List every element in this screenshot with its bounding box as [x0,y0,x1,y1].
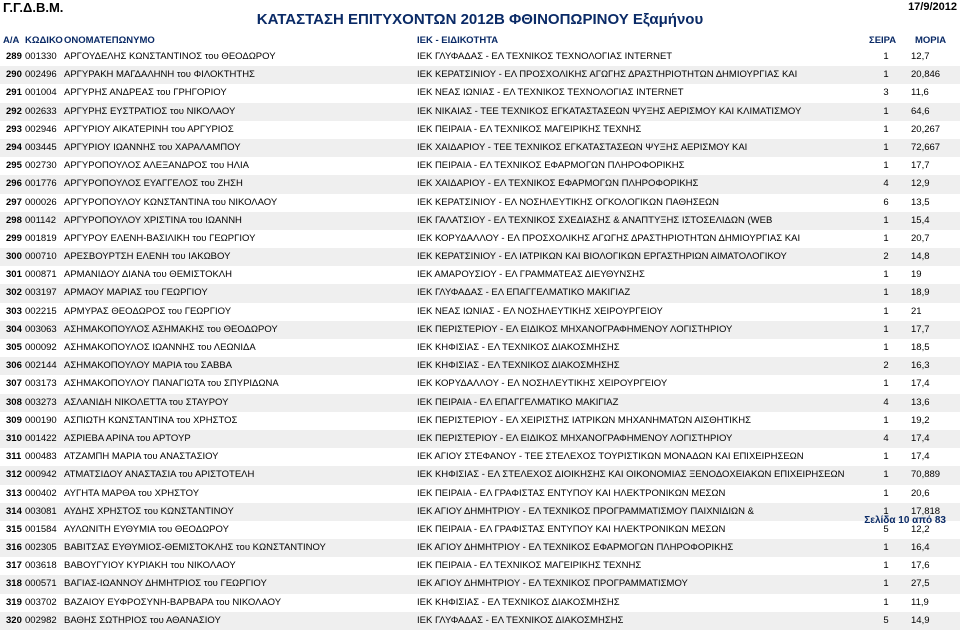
cell-name: ΑΡΓΥΡΟΠΟΥΛΟΣ ΑΛΕΞΑΝΔΡΟΣ του ΗΛΙΑ [64,160,249,172]
table-row [0,357,960,375]
cell-seira: 1 [883,578,889,590]
cell-iek: ΙΕΚ ΚΕΡΑΤΣΙΝΙΟΥ - ΕΛ ΙΑΤΡΙΚΩΝ ΚΑΙ ΒΙΟΛΟΓΙΚΩΝ ΕΡΓΑΣΤΗΡΙΩΝ ΑΙΜΑΤΟΛΟΓΙΚΟΥ [417,251,787,263]
cell-aa: 305 [6,342,22,353]
cell-aa: 297 [6,196,22,208]
cell-code: 000571 [25,578,57,590]
cell-aa: 309 [6,414,22,426]
cell-name: ΑΥΛΩΝΙΤΗ ΕΥΘΥΜΙΑ του ΘΕΟΔΩΡΟΥ [64,523,229,535]
cell-code: 002982 [25,614,57,626]
cell-name: ΑΡΕΣΒΟΥΡΤΣΗ ΕΛΕΝΗ του ΙΑΚΩΒΟΥ [64,251,231,263]
cell-iek: ΙΕΚ ΚΗΦΙΣΙΑΣ - ΕΛ ΤΕΧΝΙΚΟΣ ΔΙΑΚΟΣΜΗΣΗΣ [417,596,620,608]
cell-seira: 1 [883,287,889,299]
cell-moria: 12,2 [911,523,930,535]
cell-name: ΑΤΜΑΤΣΙΔΟΥ ΑΝΑΣΤΑΣΙΑ του ΑΡΙΣΤΟΤΕΛΗ [64,469,255,481]
cell-code: 000483 [25,451,57,463]
cell-iek: ΙΕΚ ΠΕΙΡΑΙΑ - ΕΛ ΓΡΑΦΙΣΤΑΣ ΕΝΤΥΠΟΥ ΚΑΙ ΗΛΕΚΤΡΟΝΙΚΩΝ ΜΕΣΩΝ [417,523,726,535]
table-row [0,430,960,448]
cell-code: 002215 [25,305,57,317]
cell-aa: 293 [6,123,22,135]
cell-seira: 1 [883,69,889,81]
cell-seira: 1 [883,232,889,244]
table-row [0,521,960,539]
cell-moria: 16,4 [911,542,930,554]
cell-code: 000402 [25,487,57,499]
table-row [0,412,960,430]
cell-aa: 317 [6,560,22,572]
cell-seira: 1 [883,469,889,481]
cell-moria: 19,2 [911,414,930,426]
table-row [0,485,960,503]
cell-moria: 17,4 [911,451,930,463]
cell-iek: ΙΕΚ ΚΕΡΑΤΣΙΝΙΟΥ - ΕΛ ΠΡΟΣΧΟΛΙΚΗΣ ΑΓΩΓΗΣ ΔΡΑΣΤΗΡΙΟΤΗΤΩΝ ΔΗΜΙΟΥΡΓΙΑΣ ΚΑΙ [417,69,798,81]
col-seira: ΣΕΙΡΑ [869,35,897,46]
cell-code: 001422 [25,432,57,444]
cell-iek: ΙΕΚ ΚΗΦΙΣΙΑΣ - ΕΛ ΤΕΧΝΙΚΟΣ ΔΙΑΚΟΣΜΗΣΗΣ [417,342,620,353]
table-row [0,321,960,339]
table-row [0,157,960,175]
cell-aa: 312 [6,469,22,481]
cell-code: 003618 [25,560,57,572]
cell-moria: 16,3 [911,360,930,372]
cell-aa: 296 [6,178,22,190]
cell-moria: 13,6 [911,396,930,408]
cell-iek: ΙΕΚ ΑΓΙΟΥ ΔΗΜΗΤΡΙΟΥ - ΕΛ ΤΕΧΝΙΚΟΣ ΠΡΟΓΡΑΜΜΑΤΙΣΜΟΥ ΠΑΙΧΝΙΔΙΩΝ & [417,505,754,517]
cell-name: ΑΤΖΑΜΠΗ ΜΑΡΙΑ του ΑΝΑΣΤΑΣΙΟΥ [64,451,219,463]
cell-name: ΑΥΓΗΤΑ ΜΑΡΘΑ του ΧΡΗΣΤΟΥ [64,487,200,499]
cell-seira: 1 [883,505,889,517]
cell-aa: 311 [6,451,22,463]
table-row [0,594,960,612]
cell-seira: 1 [883,51,889,62]
cell-moria: 20,7 [911,232,930,244]
cell-name: ΑΣΗΜΑΚΟΠΟΥΛΟΣ ΙΩΑΝΝΗΣ του ΛΕΩΝΙΔΑ [64,342,256,353]
cell-iek: ΙΕΚ ΑΓΙΟΥ ΣΤΕΦΑΝΟΥ - ΤΕΕ ΣΤΕΛΕΧΟΣ ΤΟΥΡΙΣΤΙΚΩΝ ΜΟΝΑΔΩΝ ΚΑΙ ΕΠΙΧΕΙΡΗΣΕΩΝ [417,451,804,463]
cell-seira: 1 [883,160,889,172]
cell-name: ΑΡΜΥΡΑΣ ΘΕΟΔΩΡΟΣ του ΓΕΩΡΓΙΟΥ [64,305,232,317]
cell-iek: ΙΕΚ ΧΑΙΔΑΡΙΟΥ - ΤΕΕ ΤΕΧΝΙΚΟΣ ΕΓΚΑΤΑΣΤΑΣΕΩΝ ΨΥΞΗΣ ΑΕΡΙΣΜΟΥ ΚΑΙ [417,141,748,153]
cell-iek: ΙΕΚ ΧΑΙΔΑΡΙΟΥ - ΕΛ ΤΕΧΝΙΚΟΣ ΕΦΑΡΜΟΓΩΝ ΠΛΗΡΟΦΟΡΙΚΗΣ [417,178,699,190]
cell-seira: 1 [883,487,889,499]
cell-aa: 308 [6,396,22,408]
col-name: ΟΝΟΜΑΤΕΠΩΝΥΜΟ [64,35,155,46]
cell-code: 003445 [25,141,57,153]
cell-iek: ΙΕΚ ΓΛΥΦΑΔΑΣ - ΕΛ ΤΕΧΝΙΚΟΣ ΔΙΑΚΟΣΜΗΣΗΣ [417,614,624,626]
cell-name: ΒΑΒΙΤΣΑΣ ΕΥΘΥΜΙΟΣ-ΘΕΜΙΣΤΟΚΛΗΣ του ΚΩΝΣΤΑΝΤΙΝΟΥ [64,542,326,554]
cell-moria: 17,6 [911,560,930,572]
cell-moria: 72,667 [911,141,941,153]
cell-seira: 2 [883,360,889,372]
col-code: ΚΩΔΙΚΟ [25,35,63,46]
cell-code: 002496 [25,69,57,81]
cell-code: 001004 [25,87,57,99]
table-row [0,121,960,139]
table-row [0,339,960,357]
table-row [0,175,960,193]
cell-seira: 6 [883,196,889,208]
cell-seira: 4 [883,178,889,190]
cell-code: 002305 [25,542,57,554]
cell-seira: 1 [883,123,889,135]
table-row [0,612,960,630]
cell-aa: 290 [6,69,22,81]
cell-name: ΑΣΗΜΑΚΟΠΟΥΛΟΥ ΠΑΝΑΓΙΩΤΑ του ΣΠΥΡΙΔΩΝΑ [64,378,279,390]
cell-code: 003702 [25,596,57,608]
cell-code: 002633 [25,105,57,117]
cell-seira: 1 [883,141,889,153]
report-title: ΚΑΤΑΣΤΑΣΗ ΕΠΙΤΥΧΟΝΤΩΝ 2012Β ΦΘΙΝΟΠΩΡΙΝΟΥ Εξαμήνου [256,11,704,28]
table-row [0,557,960,575]
cell-aa: 291 [6,87,22,99]
cell-code: 002144 [25,360,57,372]
cell-name: ΑΡΜΑΟΥ ΜΑΡΙΑΣ του ΓΕΩΡΓΙΟΥ [64,287,208,299]
cell-name: ΑΡΓΥΡΑΚΗ ΜΑΓΔΑΛΗΝΗ του ΦΙΛΟΚΤΗΤΗΣ [64,69,255,81]
cell-moria: 17,818 [911,505,941,517]
cell-code: 000026 [25,196,57,208]
cell-iek: ΙΕΚ ΝΕΑΣ ΙΩΝΙΑΣ - ΕΛ ΝΟΣΗΛΕΥΤΙΚΗΣ ΧΕΙΡΟΥΡΓΕΙΟΥ [417,305,663,317]
cell-iek: ΙΕΚ ΚΗΦΙΣΙΑΣ - ΕΛ ΤΕΧΝΙΚΟΣ ΔΙΑΚΟΣΜΗΣΗΣ [417,360,620,372]
cell-seira: 1 [883,596,889,608]
cell-name: ΑΡΓΥΡΙΟΥ ΙΩΑΝΝΗΣ του ΧΑΡΑΛΑΜΠΟΥ [64,141,241,153]
cell-name: ΒΑΘΗΣ ΣΩΤΗΡΙΟΣ του ΑΘΑΝΑΣΙΟΥ [64,614,221,626]
cell-moria: 17,7 [911,160,930,172]
cell-aa: 307 [6,378,22,390]
cell-seira: 1 [883,105,889,117]
cell-seira: 1 [883,269,889,281]
cell-moria: 14,9 [911,614,930,626]
table-row [0,375,960,393]
cell-code: 003173 [25,378,57,390]
cell-name: ΑΡΓΥΡΟΠΟΥΛΟΣ ΕΥΑΓΓΕΛΟΣ του ΖΗΣΗ [64,178,243,190]
cell-code: 001142 [25,214,56,226]
cell-aa: 319 [6,596,22,608]
cell-name: ΑΡΓΟΥΔΕΛΗΣ ΚΩΝΣΤΑΝΤΙΝΟΣ του ΘΕΟΔΩΡΟΥ [64,51,276,62]
cell-name: ΒΑΓΙΑΣ-ΙΩΑΝΝΟΥ ΔΗΜΗΤΡΙΟΣ του ΓΕΩΡΓΙΟΥ [64,578,267,590]
cell-name: ΑΣΠΙΩΤΗ ΚΩΝΣΤΑΝΤΙΝΑ του ΧΡΗΣΤΟΣ [64,414,238,426]
cell-aa: 289 [6,51,22,62]
cell-code: 003081 [25,505,57,517]
cell-iek: ΙΕΚ ΠΕΡΙΣΤΕΡΙΟΥ - ΕΛ ΕΙΔΙΚΟΣ ΜΗΧΑΝΟΓΡΑΦΗΜΕΝΟΥ ΛΟΓΙΣΤΗΡΙΟΥ [417,323,733,335]
cell-iek: ΙΕΚ ΠΕΡΙΣΤΕΡΙΟΥ - ΕΛ ΕΙΔΙΚΟΣ ΜΗΧΑΝΟΓΡΑΦΗΜΕΝΟΥ ΛΟΓΙΣΤΗΡΙΟΥ [417,432,733,444]
table-row [0,230,960,248]
cell-iek: ΙΕΚ ΓΛΥΦΑΔΑΣ - ΕΛ ΕΠΑΓΓΕΛΜΑΤΙΚΟ ΜΑΚΙΓΙΑΖ [417,287,631,299]
cell-name: ΑΡΓΥΡΟΠΟΥΛΟΥ ΚΩΝΣΤΑΝΤΙΝΑ του ΝΙΚΟΛΑΟΥ [64,196,278,208]
cell-code: 000092 [25,342,57,353]
cell-moria: 14,8 [911,251,930,263]
cell-code: 001776 [25,178,57,190]
cell-seira: 3 [883,87,889,99]
cell-aa: 299 [6,232,22,244]
cell-moria: 20,267 [911,123,941,135]
cell-code: 002730 [25,160,57,172]
cell-moria: 13,5 [911,196,930,208]
table-row [0,575,960,593]
organization-label: Γ.Γ.Δ.Β.Μ. [3,0,64,15]
cell-aa: 316 [6,542,22,554]
table-row [0,66,960,84]
cell-aa: 302 [6,287,22,299]
cell-iek: ΙΕΚ ΚΕΡΑΤΣΙΝΙΟΥ - ΕΛ ΝΟΣΗΛΕΥΤΙΚΗΣ ΟΓΚΟΛΟΓΙΚΩΝ ΠΑΘΗΣΕΩΝ [417,196,719,208]
cell-aa: 294 [6,141,22,153]
cell-moria: 19 [911,269,922,281]
cell-aa: 310 [6,432,22,444]
cell-name: ΑΣΛΑΝΙΔΗ ΝΙΚΟΛΕΤΤΑ του ΣΤΑΥΡΟΥ [64,396,229,408]
cell-name: ΑΡΓΥΡΟΠΟΥΛΟΥ ΧΡΙΣΤΙΝΑ του ΙΩΑΝΝΗ [64,214,242,226]
cell-aa: 318 [6,578,22,590]
table-row [0,466,960,484]
cell-seira: 1 [883,323,889,335]
table-row [0,303,960,321]
cell-moria: 17,4 [911,378,930,390]
cell-iek: ΙΕΚ ΓΛΥΦΑΔΑΣ - ΕΛ ΤΕΧΝΙΚΟΣ ΤΕΧΝΟΛΟΓΙΑΣ INTERNET [417,51,673,62]
cell-code: 002946 [25,123,57,135]
cell-iek: ΙΕΚ ΑΓΙΟΥ ΔΗΜΗΤΡΙΟΥ - ΕΛ ΤΕΧΝΙΚΟΣ ΕΦΑΡΜΟΓΩΝ ΠΛΗΡΟΦΟΡΙΚΗΣ [417,542,734,554]
cell-seira: 2 [883,251,889,263]
table-row [0,194,960,212]
cell-code: 003197 [25,287,57,299]
cell-aa: 295 [6,160,22,172]
cell-seira: 1 [883,451,889,463]
table-row [0,84,960,102]
cell-moria: 11,6 [911,87,929,99]
table-row [0,212,960,230]
cell-moria: 27,5 [911,578,930,590]
cell-moria: 70,889 [911,469,941,481]
cell-iek: ΙΕΚ ΝΕΑΣ ΙΩΝΙΑΣ - ΕΛ ΤΕΧΝΙΚΟΣ ΤΕΧΝΟΛΟΓΙΑΣ INTERNET [417,87,684,99]
cell-moria: 20,846 [911,69,941,81]
cell-seira: 4 [883,396,889,408]
table-row [0,139,960,157]
cell-code: 000942 [25,469,57,481]
cell-seira: 1 [883,305,889,317]
table-row [0,503,960,521]
page-indicator: Σελίδα 10 από 83 [864,515,946,526]
cell-aa: 300 [6,251,22,263]
cell-aa: 298 [6,214,22,226]
cell-aa: 320 [6,614,22,626]
cell-name: ΑΣΗΜΑΚΟΠΟΥΛΟΥ ΜΑΡΙΑ του ΣΑΒΒΑ [64,360,232,372]
cell-iek: ΙΕΚ ΚΗΦΙΣΙΑΣ - ΕΛ ΣΤΕΛΕΧΟΣ ΔΙΟΙΚΗΣΗΣ ΚΑΙ ΟΙΚΟΝΟΜΙΑΣ ΞΕΝΟΔΟΧΕΙΑΚΩΝ ΕΠΙΧΕΙΡΗΣΕΩΝ [417,469,845,481]
cell-seira: 1 [883,214,889,226]
cell-name: ΑΣΗΜΑΚΟΠΟΥΛΟΣ ΑΣΗΜΑΚΗΣ του ΘΕΟΔΩΡΟΥ [64,323,278,335]
table-row [0,48,960,66]
col-moria: ΜΟΡΙΑ [915,35,947,46]
cell-seira: 4 [883,432,889,444]
cell-name: ΑΡΓΥΡΗΣ ΕΥΣΤΡΑΤΙΟΣ του ΝΙΚΟΛΑΟΥ [64,105,236,117]
cell-aa: 306 [6,360,22,372]
cell-moria: 17,4 [911,432,930,444]
cell-code: 000710 [25,251,57,263]
cell-name: ΑΥΔΗΣ ΧΡΗΣΤΟΣ του ΚΩΝΣΤΑΝΤΙΝΟΥ [64,505,234,517]
column-headers [0,35,960,47]
cell-moria: 12,7 [911,51,930,62]
cell-iek: ΙΕΚ ΠΕΙΡΑΙΑ - ΕΛ ΓΡΑΦΙΣΤΑΣ ΕΝΤΥΠΟΥ ΚΑΙ ΗΛΕΚΤΡΟΝΙΚΩΝ ΜΕΣΩΝ [417,487,726,499]
cell-iek: ΙΕΚ ΠΕΡΙΣΤΕΡΙΟΥ - ΕΛ ΧΕΙΡΙΣΤΗΣ ΙΑΤΡΙΚΩΝ ΜΗΧΑΝΗΜΑΤΩΝ ΑΙΣΘΗΤΙΚΗΣ [417,414,751,426]
cell-aa: 315 [6,523,22,535]
cell-iek: ΙΕΚ ΠΕΙΡΑΙΑ - ΕΛ ΕΠΑΓΓΕΛΜΑΤΙΚΟ ΜΑΚΙΓΙΑΖ [417,396,619,408]
cell-iek: ΙΕΚ ΚΟΡΥΔΑΛΛΟΥ - ΕΛ ΠΡΟΣΧΟΛΙΚΗΣ ΑΓΩΓΗΣ ΔΡΑΣΤΗΡΙΟΤΗΤΩΝ ΔΗΜΙΟΥΡΓΙΑΣ ΚΑΙ [417,232,801,244]
cell-moria: 15,4 [911,214,930,226]
table-row [0,248,960,266]
cell-seira: 1 [883,378,889,390]
cell-name: ΑΡΓΥΡΟΥ ΕΛΕΝΗ-ΒΑΣΙΛΙΚΗ του ΓΕΩΡΓΙΟΥ [64,232,256,244]
cell-code: 000871 [25,269,57,281]
cell-moria: 18,5 [911,342,930,353]
cell-name: ΑΡΓΥΡΙΟΥ ΑΙΚΑΤΕΡΙΝΗ του ΑΡΓΥΡΙΟΣ [64,123,234,135]
cell-moria: 20,6 [911,487,930,499]
cell-seira: 5 [883,523,889,535]
cell-aa: 303 [6,305,22,317]
cell-seira: 1 [883,414,889,426]
cell-seira: 1 [883,560,889,572]
col-iek: ΙΕΚ - ΕΙΔΙΚΟΤΗΤΑ [417,35,499,46]
cell-name: ΑΣΡΙΕΒΑ ΑΡΙΝΑ του ΑΡΤΟΥΡ [64,432,191,444]
table-row [0,284,960,302]
cell-seira: 1 [883,542,889,554]
cell-iek: ΙΕΚ ΑΓΙΟΥ ΔΗΜΗΤΡΙΟΥ - ΕΛ ΤΕΧΝΙΚΟΣ ΠΡΟΓΡΑΜΜΑΤΙΣΜΟΥ [417,578,688,590]
cell-seira: 5 [883,614,889,626]
cell-iek: ΙΕΚ ΓΑΛΑΤΣΙΟΥ - ΕΛ ΤΕΧΝΙΚΟΣ ΣΧΕΔΙΑΣΗΣ & ΑΝΑΠΤΥΞΗΣ ΙΣΤΟΣΕΛΙΔΩΝ (WEB [417,214,773,226]
cell-name: ΑΡΜΑΝΙΔΟΥ ΔΙΑΝΑ του ΘΕΜΙΣΤΟΚΛΗ [64,269,233,281]
table-row [0,539,960,557]
cell-moria: 18,9 [911,287,930,299]
cell-moria: 11,9 [911,596,929,608]
table-row [0,394,960,412]
cell-aa: 313 [6,487,22,499]
cell-iek: ΙΕΚ ΑΜΑΡΟΥΣΙΟΥ - ΕΛ ΓΡΑΜΜΑΤΕΑΣ ΔΙΕΥΘΥΝΣΗΣ [417,269,645,281]
results-table [0,48,960,630]
report-date: 17/9/2012 [908,1,957,13]
cell-name: ΒΑΒΟΥΓΥΙΟΥ ΚΥΡΙΑΚΗ του ΝΙΚΟΛΑΟΥ [64,560,236,572]
cell-code: 003273 [25,396,57,408]
table-row [0,448,960,466]
col-aa: Α/Α [3,35,20,46]
cell-iek: ΙΕΚ ΝΙΚΑΙΑΣ - ΤΕΕ ΤΕΧΝΙΚΟΣ ΕΓΚΑΤΑΣΤΑΣΕΩΝ ΨΥΞΗΣ ΑΕΡΙΣΜΟΥ ΚΑΙ ΚΛΙΜΑΤΙΣΜΟΥ [417,105,802,117]
cell-iek: ΙΕΚ ΠΕΙΡΑΙΑ - ΕΛ ΤΕΧΝΙΚΟΣ ΕΦΑΡΜΟΓΩΝ ΠΛΗΡΟΦΟΡΙΚΗΣ [417,160,685,172]
table-row [0,266,960,284]
cell-code: 001584 [25,523,57,535]
cell-aa: 304 [6,323,22,335]
cell-code: 003063 [25,323,57,335]
cell-iek: ΙΕΚ ΚΟΡΥΔΑΛΛΟΥ - ΕΛ ΝΟΣΗΛΕΥΤΙΚΗΣ ΧΕΙΡΟΥΡΓΕΙΟΥ [417,378,668,390]
table-row [0,103,960,121]
cell-name: ΒΑΖΑΙΟΥ ΕΥΦΡΟΣΥΝΗ-ΒΑΡΒΑΡΑ του ΝΙΚΟΛΑΟΥ [64,596,282,608]
cell-aa: 301 [6,269,22,281]
cell-moria: 21 [911,305,922,317]
cell-code: 000190 [25,414,57,426]
cell-name: ΑΡΓΥΡΗΣ ΑΝΔΡΕΑΣ του ΓΡΗΓΟΡΙΟΥ [64,87,227,99]
cell-moria: 12,9 [911,178,930,190]
cell-moria: 64,6 [911,105,930,117]
cell-code: 001330 [25,51,57,62]
cell-iek: ΙΕΚ ΠΕΙΡΑΙΑ - ΕΛ ΤΕΧΝΙΚΟΣ ΜΑΓΕΙΡΙΚΗΣ ΤΕΧΝΗΣ [417,123,642,135]
cell-seira: 1 [883,342,889,353]
cell-aa: 292 [6,105,22,117]
cell-code: 001819 [25,232,57,244]
cell-iek: ΙΕΚ ΠΕΙΡΑΙΑ - ΕΛ ΤΕΧΝΙΚΟΣ ΜΑΓΕΙΡΙΚΗΣ ΤΕΧΝΗΣ [417,560,642,572]
cell-aa: 314 [6,505,22,517]
cell-moria: 17,7 [911,323,930,335]
